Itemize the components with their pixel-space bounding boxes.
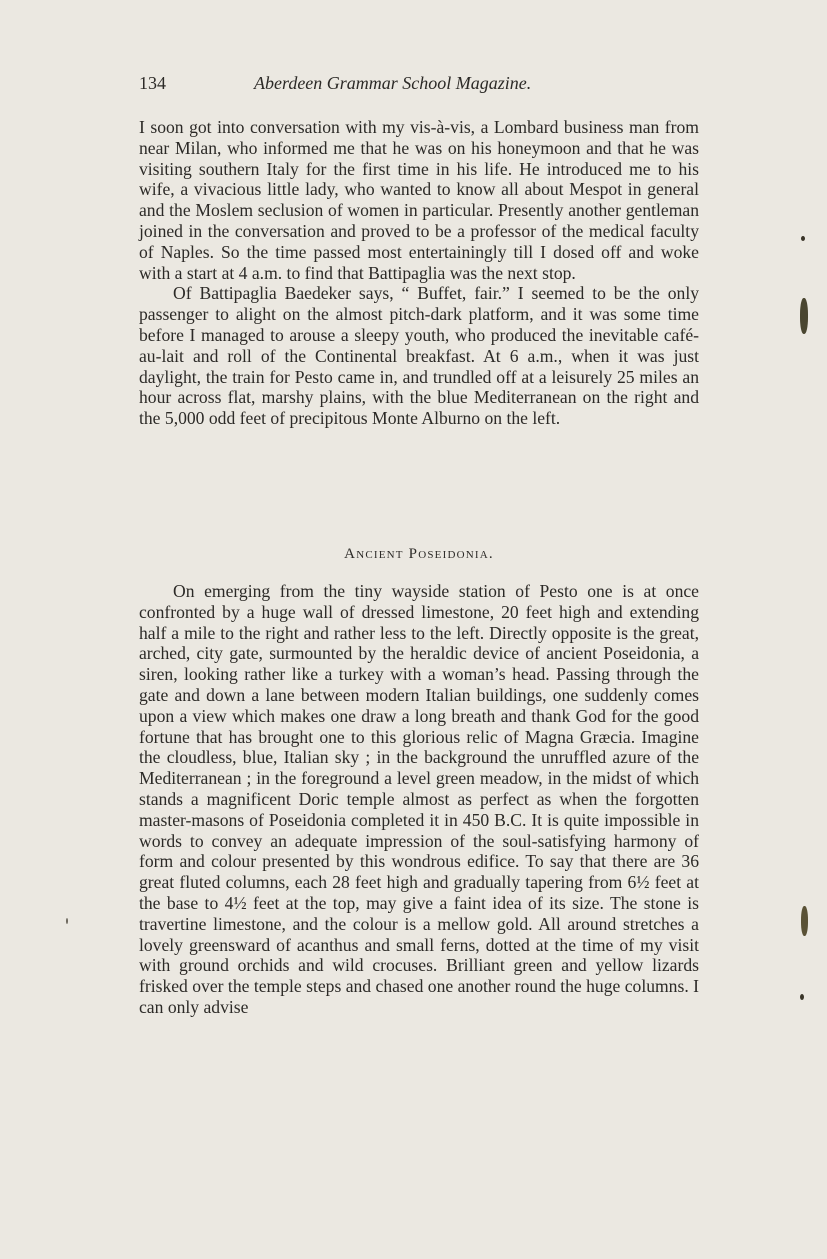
page-number: 134 <box>139 73 166 93</box>
margin-speck <box>801 236 805 241</box>
section-heading: Ancient Poseidonia. <box>344 546 494 562</box>
body-text-top <box>139 117 699 429</box>
body-text-bottom <box>139 581 699 1018</box>
paragraph: I soon got into conversation with my vis-à-vis, a Lombard business man from near Milan, who informed me that he was on his honeymoon and that he was visiting southern Italy for the first time in his life. He introduced me to his wife, a vivacious little lady, who wanted to know all about Mespot in general and the Moslem seclusion of women in particular. Presently another gentleman joined in the conversation and proved to be a professor of the medical faculty of Naples. So the time passed most entertainingly till I dosed off and woke with a start at 4 a.m. to find that Battipaglia was the next stop. <box>139 117 699 283</box>
running-title: Aberdeen Grammar School Magazine. <box>254 73 532 93</box>
paragraph: On emerging from the tiny wayside station of Pesto one is at once confronted by a huge wall of dressed limestone, 20 feet high and extending half a mile to the right and rather less to the left. Directly opposite is the great, arched, city gate, surmounted by the heraldic device of ancient Poseidonia, a siren, looking rather like a turkey with a woman’s head. Passing through the gate and down a lane between modern Italian buildings, one suddenly comes upon a view which makes one draw a long breath and thank God for the good fortune that has brought one to this glorious relic of Magna Græcia. Imagine the cloudless, blue, Italian sky ; in the background the unruffled azure of the Mediterranean ; in the foreground a level green meadow, in the midst of which stands a magnificent Doric temple almost as perfect as when the forgotten master-masons of Poseidonia completed it in 450 B.C. It is quite impossible in words to convey an adequate impression of the soul-satisfying harmony of form and colour presented by this wondrous edifice. To say that there are 36 great fluted columns, each 28 feet high and gradually tapering from 6½ feet at the base to 4½ feet at the top, may give a faint idea of its size. The stone is travertine limestone, and the colour is a mellow gold. All around stretches a lovely greensward of acanthus and small ferns, dotted at the time of my visit with ground orchids and wild crocuses. Brilliant green and yellow lizards frisked over the temple steps and chased one another round the huge columns. I can only advise <box>139 581 699 1017</box>
paragraph: Of Battipaglia Baedeker says, “ Buffet, fair.” I seemed to be the only passenger to alight on the almost pitch-dark platform, and it was some time before I managed to arouse a sleepy youth, who produced the inevitable café-au-lait and roll of the Continental breakfast. At 6 a.m., when it was just daylight, the train for Pesto came in, and trundled off at a leisurely 25 miles an hour across flat, marshy plains, with the blue Mediterranean on the right and the 5,000 odd feet of precipitous Monte Alburno on the left. <box>139 283 699 429</box>
margin-speck <box>801 906 808 936</box>
margin-speck <box>66 918 68 924</box>
margin-speck <box>800 994 804 1000</box>
page-header <box>139 70 699 96</box>
margin-speck <box>800 298 808 334</box>
